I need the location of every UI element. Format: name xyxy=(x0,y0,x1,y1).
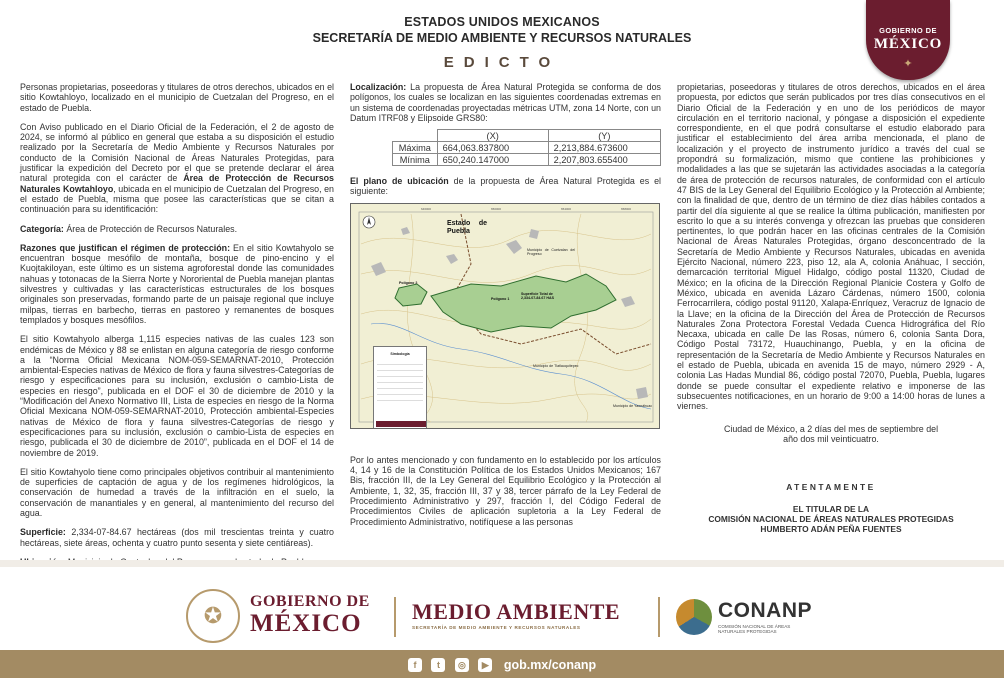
objetivos-paragraph: El sitio Kowtahyolo tiene como principales objetivos contribuir al mantenimiento de superficies de captación de agua y de los regímenes hidrológicos, la conservación de humedad a través de la infiltración en el suelo, la conservación de manantiales y en general, al mantenimiento del recurso del agua. xyxy=(20,466,334,518)
column-2 xyxy=(350,82,661,536)
row-label: Máxima xyxy=(393,142,438,154)
plano-paragraph: El plano de ubicación de la propuesta de Área Natural Protegida es el siguiente: xyxy=(350,176,661,197)
row-x: 650,240.147000 xyxy=(437,154,548,166)
conanp-logo: CONANP xyxy=(718,599,813,622)
map-town-label: Municipio de Tlatlauquitepec xyxy=(533,363,579,368)
signature-line3: HUMBERTO ADÁN PEÑA FUENTES xyxy=(760,524,902,535)
header-secretariat: SECRETARÍA DE MEDIO AMBIENTE Y RECURSOS NATURALES xyxy=(312,31,692,45)
location-map xyxy=(350,203,660,429)
page-title: EDICTO xyxy=(443,54,561,71)
badge-line1: GOBIERNO DE xyxy=(879,26,937,35)
atentamente-label: ATENTAMENTE xyxy=(786,482,876,493)
social-bar xyxy=(0,650,1004,678)
svg-text:646000: 646000 xyxy=(421,206,432,211)
badge-line2: MÉXICO xyxy=(873,36,943,52)
website-link[interactable]: gob.mx/conanp xyxy=(503,657,597,672)
gobierno-mexico-badge xyxy=(866,0,950,80)
footer-logos xyxy=(0,560,1004,650)
mexico-shield-icon: ✪ xyxy=(186,589,240,643)
social-links xyxy=(408,656,596,672)
aviso-paragraph: Con Aviso publicado en el Diario Oficial de la Federación, el 2 de agosto de 2024, se informó al público en general que estaba a su disposición el estudio realizado por la Secretaría de Medio Ambiente y Recursos Naturales por conducto de la Comisión Nacional de Áreas Naturales Protegidas, para justificar la expedición del Decreto por el que se pretende declarar el área natural protegida con el carácter de Área de Protección de Recursos Naturales Kowtahloyo, ubicada en el municipio de Cuetzalan del Progreso, en el estado de Puebla, misma que posee las características que se citan a continuación para su identificación: xyxy=(20,121,334,215)
row-label: Mínima xyxy=(393,154,438,166)
col-y-header: (Y) xyxy=(548,130,660,142)
legend-footer-strip xyxy=(376,421,426,427)
medio-ambiente-logo: MEDIO AMBIENTE xyxy=(412,599,621,624)
especies-paragraph: El sitio Kowtahyolo alberga 1,115 especies nativas de las cuales 123 son endémicas de México y 88 se enlistan en alguna categoría de riesgo conforme a la “Norma Oficial Mexicana NOM-059-SEMARNAT-2010, Protección ambiental-Especies nativas de México de flora y fauna silvestres-Categorías de riesgo y especificaciones para su inclusión, exclusión o cambio-Lista de especies en riesgo”, publicada en el DOF el 30 de diciembre de 2010 y la “Modificación del Anexo Normativo III, Lista de especies en riesgo de la Norma Oficial Mexicana NOM-059-SEMARNAT-2010, Protección ambiental-Especies nativas de México de flora y fauna silvestres-Categorías de riesgo y especificaciones para su inclusión, exclusión o cambio-Lista de especies en riesgo, publicada el 30 de diciembre de 2010”, publicada en el DOF el 14 de noviembre de 2019. xyxy=(20,334,334,458)
row-y: 2,207,803.655400 xyxy=(548,154,660,166)
facebook-icon[interactable]: f xyxy=(408,658,422,672)
eagle-emblem-icon: ✦ xyxy=(903,58,913,70)
map-polygon-1-label: Polígono 1 xyxy=(491,296,510,301)
medio-ambiente-subtitle: SECRETARÍA DE MEDIO AMBIENTE Y RECURSOS NATURALES xyxy=(412,625,581,630)
svg-text:654000: 654000 xyxy=(561,206,572,211)
intro-paragraph: Personas propietarias, poseedoras y titulares de otros derechos, ubicados en el sitio Kowtahloyo, localizado en el municipio de Cuetzalan del Progreso, en el estado de Puebla. xyxy=(20,82,334,113)
svg-text:658000: 658000 xyxy=(621,206,632,211)
map-surface-label: Superficie Total de 2,334-07-84.67 HAS xyxy=(521,291,554,300)
footer-divider xyxy=(658,597,660,637)
map-town-label: Municipio de Cuetzalan del Progreso xyxy=(527,247,575,256)
map-state-label: Estado de Puebla xyxy=(447,219,487,235)
gobierno-mexico-logo: GOBIERNO DE MÉXICO xyxy=(250,593,370,637)
footer-divider xyxy=(394,597,396,637)
page-header xyxy=(200,14,804,71)
coordinates-table xyxy=(392,129,661,166)
conanp-emblem-icon xyxy=(676,599,712,635)
superficie-paragraph: Superficie: 2,334-07-84.67 hectáreas (dos mil trescientas treinta y cuatro hectáreas, siete áreas, ochenta y cuatro punto sesenta y siete centiáreas). xyxy=(20,527,334,548)
column-1 xyxy=(20,82,334,576)
column-3 xyxy=(677,82,985,534)
localizacion-paragraph: Localización: La propuesta de Área Natural Protegida se conforma de dos polígonos, los cuales se localizan en las siguientes coordenadas extremas en un sistema de coordenadas proyectadas métricas UTM, zona 14 Norte, con un Datum ITRF08 y Elipsoide GRS80: xyxy=(350,82,661,123)
conanp-subtitle: COMISIÓN NACIONAL DE ÁREAS NATURALES PROTEGIDAS xyxy=(718,624,791,634)
legend-title: Simbología xyxy=(390,351,410,356)
signature-block xyxy=(677,504,985,534)
row-x: 664,063.837800 xyxy=(437,142,548,154)
col-x-header: (X) xyxy=(437,130,548,142)
youtube-icon[interactable]: ▶ xyxy=(478,658,492,672)
instagram-icon[interactable]: ◎ xyxy=(455,658,469,672)
map-town-label: Municipio de Yaonáhuac xyxy=(613,403,653,408)
signature-line1: EL TITULAR DE LA xyxy=(792,504,870,515)
table-header-row xyxy=(393,130,661,142)
place-date: Ciudad de México, a 2 días del mes de septiembre del año dos mil veinticuatro. xyxy=(723,423,939,444)
svg-text:650000: 650000 xyxy=(491,206,502,211)
notificacion-paragraph: propietarias, poseedoras y titulares de otros derechos, ubicados en el área propuesta, por edictos que serán publicados por tres días consecutivos en el Diario Oficial de la Federación y en uno de los periódicos de mayor circulación en el territorio nacional, y póngase a disposición el expediente correspondiente, en el que podrá consultarse el estudio elaborado para justificar el establecimiento del área arriba mencionada, el plano de localización y el proyecto de instrumento jurídico a través del cual se propondrá su formalización, mismo que contiene las prohibiciones y modalidades a las que se sujetarán las actividades asociadas a la categoría de área de protección de recursos naturales, de conformidad con el artículo 47 BIS de la Ley General del Equilibrio Ecológico y la Protección al Ambiente; con la finalidad de que, dentro de un término de diez días hábiles contados a partir del día siguiente al que se realice la última publicación, manifiesten por escrito lo que a su interés convenga y ofrezcan las pruebas que consideren pertinentes, lo que podrán hacer en las oficinas centrales de la Comisión Nacional de Áreas Naturales Protegidas, órgano desconcentrado de la Secretaría de Medio Ambiente y Recursos Naturales, ubicadas en avenida Ejército Nacional, número 223, piso 12, ala A, colonia Anáhuac, I sección, demarcación territorial Miguel Hidalgo, código postal 11320, Ciudad de México; en la oficina de la Dirección Regional Planicie Costera y Golfo de México, ubicada en avenida Lázaro Cárdenas, número 1500, colonia Ferrocarrilera, código postal 91120, Xalapa-Enríquez, Veracruz de Ignacio de la Llave; en la oficina de la Dirección del Área de Protección de Recursos Naturales Zona Protectora Forestal Vedada Cuenca Hidrográfica del Río Necaxa, ubicada en calle De las Rosas, número 6, colonia Santa Dora, Código Postal 73172, Huauchinango, Puebla, y en la oficina de representación de la Secretaría de Medio Ambiente y Recursos Naturales en el estado de Puebla, ubicada en avenida 15 de mayo, número 2929 - A, colonia Las Hadas Mundial 86, código postal 72070, Puebla, Puebla, lugares donde se puede consultar el expediente relativo e imponerse de las subsecuentes notificaciones, en un horario de 9:00 a 14:00 horas de lunes a viernes. xyxy=(677,82,985,412)
header-country: ESTADOS UNIDOS MEXICANOS xyxy=(404,15,600,29)
signature-line2: COMISIÓN NACIONAL DE ÁREAS NATURALES PROTEGIDAS xyxy=(708,514,954,525)
twitter-icon[interactable]: t xyxy=(431,658,445,672)
fundamento-paragraph: Por lo antes mencionado y con fundamento en lo establecido por los artículos 4, 14 y 16 de la Constitución Política de los Estados Unidos Mexicanos; 167 Bis, fracción III, de la Ley General del Equilibrio Ecológico y la Protección al Ambiente, 1, 32, 35, fracción III, 37 y 38, tercer párrafo de la Ley Federal de Procedimiento Administrativo y 297, fracción I, del Código Federal de Procedimientos Civiles de aplicación supletoria a la Ley Federal de Procedimiento Administrativo, notifíquese a las personas xyxy=(350,454,661,527)
table-row xyxy=(393,154,661,166)
razones-paragraph: Razones que justifican el régimen de protección: En el sitio Kowtahyolo se encuentran bosque mesófilo de montaña, bosque de pino-encino y el Kuojtakiloyan, este último es un sistema agroforestal donde las comunidades nahuas y totonacas de la Sierra Norte y Nororiental de Puebla manejan plantas silvestres y cultivadas y las características estructurales de los bosques originales son preservadas, formando parte de un paisaje regional que incluye milpas, tierras en barbecho, tierras en pastoreo y remanentes de bosques templados y bosques mesófilos. xyxy=(20,242,334,325)
row-y: 2,213,884.673600 xyxy=(548,142,660,154)
table-row xyxy=(393,142,661,154)
categoria-paragraph: Categoría: Área de Protección de Recursos Naturales. xyxy=(20,223,238,234)
map-polygon-2-label: Polígono 2 xyxy=(399,280,418,285)
map-legend xyxy=(373,346,427,429)
